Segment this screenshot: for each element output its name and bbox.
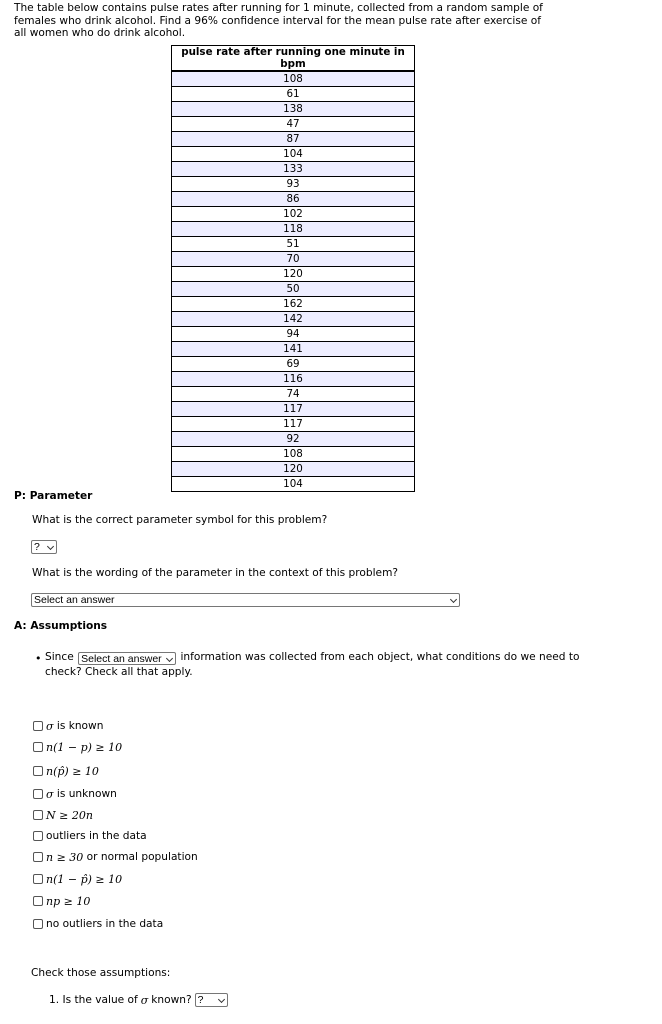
- chevron-down-icon: [218, 996, 225, 1003]
- parameter-wording-question: What is the wording of the parameter in the context of this problem?: [32, 567, 399, 579]
- table-cell: 104: [172, 477, 415, 492]
- check-question-1: [49, 993, 228, 1007]
- assumption-option[interactable]: [33, 719, 103, 733]
- table-row: [172, 372, 415, 387]
- table-row: [172, 462, 415, 477]
- since-select-value: Select an answer: [81, 653, 162, 665]
- checkbox[interactable]: [33, 721, 43, 731]
- table-row: [172, 237, 415, 252]
- assumptions-title: A: Assumptions: [14, 620, 108, 632]
- table-cell: 92: [172, 432, 415, 447]
- table-row: [172, 192, 415, 207]
- table-row: [172, 267, 415, 282]
- assumption-option[interactable]: [33, 808, 93, 822]
- table-row: [172, 312, 415, 327]
- table-cell: 108: [172, 447, 415, 462]
- table-row: [172, 282, 415, 297]
- assumption-option[interactable]: [33, 850, 198, 864]
- table-cell: 104: [172, 147, 415, 162]
- parameter-symbol-select-value: ?: [34, 541, 40, 553]
- table-row: [172, 477, 415, 492]
- chevron-down-icon: [450, 596, 457, 603]
- option-math: n ≥ 30: [46, 850, 84, 864]
- table-row: [172, 132, 415, 147]
- table-cell: 108: [172, 71, 415, 87]
- check-assumptions-label: Check those assumptions:: [31, 967, 171, 979]
- checkbox[interactable]: [33, 896, 43, 906]
- assumption-option[interactable]: [33, 787, 117, 801]
- table-row: [172, 447, 415, 462]
- pulse-rate-table: [171, 45, 415, 492]
- bullet-icon: •: [35, 652, 42, 665]
- table-row: [172, 432, 415, 447]
- option-label: is known: [53, 720, 104, 732]
- assumption-option[interactable]: [33, 894, 90, 908]
- table-cell: 69: [172, 357, 415, 372]
- table-cell: 120: [172, 462, 415, 477]
- since-statement: [45, 650, 585, 679]
- table-cell: 138: [172, 102, 415, 117]
- table-cell: 61: [172, 87, 415, 102]
- option-math: N ≥ 20n: [46, 808, 93, 822]
- table-cell: 141: [172, 342, 415, 357]
- checkbox[interactable]: [33, 874, 43, 884]
- option-label: is unknown: [53, 788, 117, 800]
- since-suffix: information was collected from each object, what conditions do we need to check? Check all that apply.: [45, 651, 580, 678]
- checkbox[interactable]: [33, 919, 43, 929]
- option-label: outliers in the data: [46, 830, 147, 842]
- table-cell: 133: [172, 162, 415, 177]
- table-cell: 50: [172, 282, 415, 297]
- table-row: [172, 387, 415, 402]
- table-row: [172, 177, 415, 192]
- table-row: [172, 252, 415, 267]
- chevron-down-icon: [166, 655, 173, 662]
- table-row: [172, 297, 415, 312]
- option-math: n(1 − p̂) ≥ 10: [46, 872, 123, 886]
- table-row: [172, 327, 415, 342]
- checkbox[interactable]: [33, 831, 43, 841]
- table-cell: 117: [172, 417, 415, 432]
- table-cell: 120: [172, 267, 415, 282]
- checkbox[interactable]: [33, 852, 43, 862]
- assumption-option[interactable]: [33, 764, 99, 778]
- table-cell: 117: [172, 402, 415, 417]
- checkbox[interactable]: [33, 810, 43, 820]
- table-cell: 118: [172, 222, 415, 237]
- table-cell: 86: [172, 192, 415, 207]
- parameter-symbol-select[interactable]: [31, 540, 57, 554]
- table-cell: 47: [172, 117, 415, 132]
- table-row: [172, 102, 415, 117]
- since-prefix: Since: [45, 651, 74, 663]
- table-cell: 102: [172, 207, 415, 222]
- assumption-option[interactable]: [33, 740, 122, 754]
- assumption-option[interactable]: [33, 829, 147, 843]
- table-cell: 93: [172, 177, 415, 192]
- assumption-option[interactable]: [33, 917, 163, 931]
- table-row: [172, 162, 415, 177]
- option-math: n(1 − p) ≥ 10: [46, 740, 123, 754]
- option-math: n(p̂) ≥ 10: [46, 764, 99, 778]
- checkbox[interactable]: [33, 789, 43, 799]
- table-header: pulse rate after running one minute in bpm: [172, 46, 415, 72]
- parameter-wording-select[interactable]: [31, 593, 460, 607]
- problem-statement: The table below contains pulse rates after running for 1 minute, collected from a random sample of females who drink alcohol. Find a 96% confidence interval for the mean pulse rate after exercise of all women who do drink alcohol.: [14, 2, 543, 39]
- table-row: [172, 357, 415, 372]
- table-row: [172, 147, 415, 162]
- sigma-symbol: σ: [46, 787, 54, 801]
- table-cell: 70: [172, 252, 415, 267]
- table-row: [172, 417, 415, 432]
- option-label: no outliers in the data: [46, 918, 164, 930]
- table-row: [172, 402, 415, 417]
- table-cell: 162: [172, 297, 415, 312]
- option-label: or normal population: [83, 851, 198, 863]
- parameter-symbol-question: What is the correct parameter symbol for this problem?: [32, 514, 328, 526]
- table-cell: 87: [172, 132, 415, 147]
- assumption-option[interactable]: [33, 872, 122, 886]
- table-row: [172, 342, 415, 357]
- checkbox[interactable]: [33, 766, 43, 776]
- table-row: [172, 71, 415, 87]
- sigma-symbol: σ: [140, 993, 149, 1007]
- option-math: np ≥ 10: [46, 894, 91, 908]
- check-q1-prefix: 1. Is the value of: [49, 994, 138, 1006]
- check-q1-select-value: ?: [197, 994, 204, 1006]
- table-cell: 94: [172, 327, 415, 342]
- check-q1-select[interactable]: [195, 993, 228, 1007]
- table-cell: 74: [172, 387, 415, 402]
- since-select[interactable]: [78, 652, 176, 665]
- table-row: [172, 222, 415, 237]
- sigma-symbol: σ: [46, 719, 54, 733]
- parameter-wording-select-value: Select an answer: [34, 594, 115, 606]
- table-row: [172, 87, 415, 102]
- parameter-title: P: Parameter: [14, 490, 93, 502]
- table-row: [172, 207, 415, 222]
- chevron-down-icon: [47, 543, 54, 550]
- table-cell: 116: [172, 372, 415, 387]
- check-q1-suffix: known?: [151, 994, 192, 1006]
- table-row: [172, 117, 415, 132]
- table-cell: 142: [172, 312, 415, 327]
- checkbox[interactable]: [33, 742, 43, 752]
- table-cell: 51: [172, 237, 415, 252]
